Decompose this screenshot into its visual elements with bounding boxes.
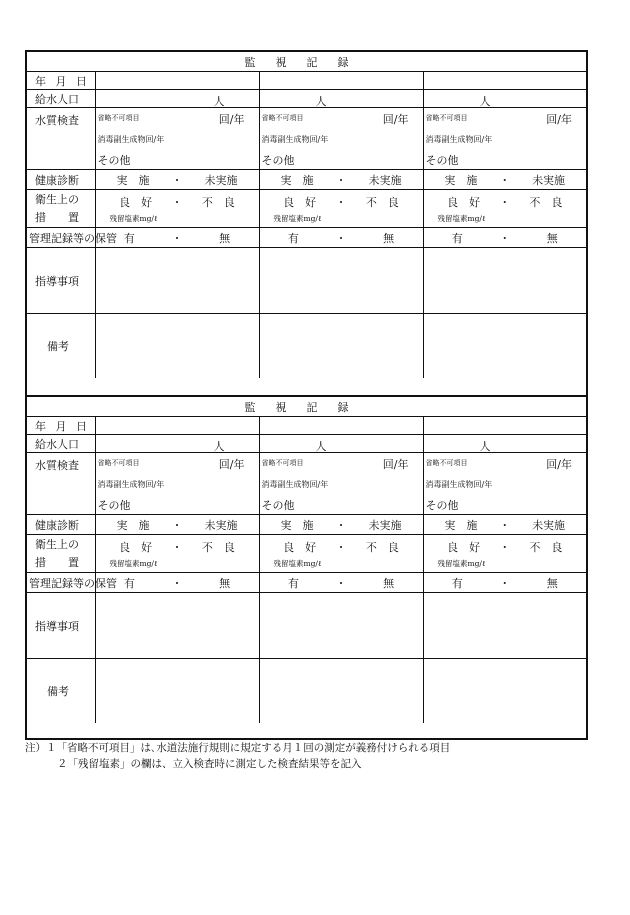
no-option: 無 — [219, 576, 231, 590]
remarks-cell[interactable] — [423, 659, 586, 723]
records-kept-label: 管理記録等の保管 — [27, 573, 95, 593]
records-kept-cell[interactable] — [95, 573, 259, 593]
person-unit: 人 — [213, 94, 225, 108]
per-year-text: 回/年 — [546, 457, 572, 471]
health-check-cell[interactable] — [423, 515, 586, 535]
yes-option: 有 — [287, 231, 299, 245]
disinfection-byproducts-text: 消毒副生成物回/年 — [261, 479, 329, 489]
mandatory-items-text: 省略不可項目 — [97, 458, 140, 467]
bad-option: 不 良 — [529, 540, 563, 554]
record-sheet — [25, 50, 588, 740]
residual-chlorine-text: 残留塩素mg/ℓ — [109, 213, 158, 223]
monitoring-record-section-1 — [27, 52, 586, 378]
separator-dot: ・ — [335, 540, 347, 554]
hygiene-label-line2: 措 置 — [35, 555, 79, 569]
water-quality-cell[interactable] — [423, 108, 586, 170]
water-quality-cell[interactable] — [423, 453, 586, 515]
separator-dot: ・ — [171, 518, 183, 532]
separator-dot: ・ — [335, 195, 347, 209]
population-label: 給水人口 — [27, 435, 95, 453]
other-text: その他 — [261, 498, 295, 512]
date-cell[interactable] — [259, 417, 423, 435]
separator-dot: ・ — [335, 518, 347, 532]
footnotes — [25, 740, 450, 772]
population-cell[interactable] — [95, 435, 259, 453]
date-label: 年 月 日 — [27, 72, 95, 90]
residual-chlorine-text: 残留塩素mg/ℓ — [437, 558, 486, 568]
per-year-text: 回/年 — [546, 112, 572, 126]
date-cell[interactable] — [95, 72, 259, 90]
population-cell[interactable] — [423, 90, 586, 108]
separator-dot: ・ — [499, 195, 511, 209]
hygiene-measures-cell[interactable] — [95, 535, 259, 573]
records-kept-label: 管理記録等の保管 — [27, 228, 95, 248]
residual-chlorine-text: 残留塩素mg/ℓ — [109, 558, 158, 568]
per-year-text: 回/年 — [382, 112, 409, 126]
bad-option: 不 良 — [365, 540, 399, 554]
guidance-cell[interactable] — [95, 593, 259, 659]
hygiene-label-line2: 措 置 — [35, 210, 79, 224]
good-option: 良 好 — [119, 195, 153, 209]
hygiene-label-line1: 衛生上の — [35, 192, 79, 206]
hygiene-measures-cell[interactable] — [423, 535, 586, 573]
date-cell[interactable] — [423, 417, 586, 435]
records-kept-cell[interactable] — [259, 228, 423, 248]
date-label: 年 月 日 — [27, 417, 95, 435]
other-text: その他 — [425, 498, 459, 512]
yes-option: 有 — [123, 576, 135, 590]
other-text: その他 — [425, 153, 459, 167]
done-option: 実 施 — [280, 173, 314, 187]
mandatory-items-text: 省略不可項目 — [261, 458, 304, 467]
health-check-cell[interactable] — [423, 170, 586, 190]
separator-dot: ・ — [171, 195, 183, 209]
health-check-cell[interactable] — [259, 170, 423, 190]
not-done-option: 未実施 — [532, 173, 566, 187]
record-title: 監視記録 — [27, 52, 586, 72]
remarks-cell[interactable] — [259, 314, 423, 378]
person-unit: 人 — [315, 94, 327, 108]
hygiene-measures-label — [27, 535, 95, 573]
separator-dot: ・ — [335, 576, 347, 590]
hygiene-label-line1: 衛生上の — [35, 537, 79, 551]
date-cell[interactable] — [423, 72, 586, 90]
no-option: 無 — [383, 231, 395, 245]
yes-option: 有 — [451, 231, 463, 245]
mandatory-items-text: 省略不可項目 — [425, 458, 468, 467]
good-option: 良 好 — [283, 540, 317, 554]
population-cell[interactable] — [423, 435, 586, 453]
date-cell[interactable] — [95, 417, 259, 435]
separator-dot: ・ — [499, 231, 511, 245]
disinfection-byproducts-text: 消毒副生成物回/年 — [261, 134, 329, 144]
mandatory-items-text: 省略不可項目 — [97, 113, 140, 122]
population-label: 給水人口 — [27, 90, 95, 108]
other-text: その他 — [97, 498, 131, 512]
hygiene-measures-label — [27, 190, 95, 228]
records-kept-cell[interactable] — [259, 573, 423, 593]
separator-dot: ・ — [171, 576, 183, 590]
person-unit: 人 — [479, 439, 491, 453]
water-quality-cell[interactable] — [95, 453, 259, 515]
not-done-option: 未実施 — [368, 173, 402, 187]
hygiene-measures-cell[interactable] — [95, 190, 259, 228]
guidance-cell[interactable] — [259, 593, 423, 659]
yes-option: 有 — [451, 576, 463, 590]
hygiene-measures-cell[interactable] — [259, 535, 423, 573]
population-cell[interactable] — [259, 90, 423, 108]
bad-option: 不 良 — [201, 540, 235, 554]
water-quality-label: 水質検査 — [27, 453, 95, 515]
per-year-text: 回/年 — [382, 457, 409, 471]
per-year-text: 回/年 — [218, 457, 245, 471]
done-option: 実 施 — [116, 173, 150, 187]
good-option: 良 好 — [283, 195, 317, 209]
remarks-cell[interactable] — [423, 314, 586, 378]
good-option: 良 好 — [447, 195, 481, 209]
separator-dot: ・ — [499, 576, 511, 590]
separator-dot: ・ — [335, 231, 347, 245]
separator-dot: ・ — [499, 540, 511, 554]
not-done-option: 未実施 — [368, 518, 402, 532]
done-option: 実 施 — [280, 518, 314, 532]
bad-option: 不 良 — [201, 195, 235, 209]
done-option: 実 施 — [116, 518, 150, 532]
done-option: 実 施 — [444, 518, 478, 532]
water-quality-cell[interactable] — [95, 108, 259, 170]
guidance-label: 指導事項 — [27, 248, 95, 314]
water-quality-cell[interactable] — [259, 453, 423, 515]
disinfection-byproducts-text: 消毒副生成物回/年 — [97, 134, 165, 144]
health-check-cell[interactable] — [95, 170, 259, 190]
disinfection-byproducts-text: 消毒副生成物回/年 — [97, 479, 165, 489]
health-check-cell[interactable] — [95, 515, 259, 535]
person-unit: 人 — [315, 439, 327, 453]
remarks-label: 備考 — [27, 659, 95, 723]
water-quality-label: 水質検査 — [27, 108, 95, 170]
yes-option: 有 — [123, 231, 135, 245]
mandatory-items-text: 省略不可項目 — [425, 113, 468, 122]
not-done-option: 未実施 — [532, 518, 566, 532]
footnote-2: ２「残留塩素」の欄は、立入検査時に測定した検査結果等を記入 — [57, 758, 362, 770]
remarks-cell[interactable] — [95, 314, 259, 378]
bad-option: 不 良 — [365, 195, 399, 209]
separator-dot: ・ — [171, 540, 183, 554]
footnote-1: 注）１「省略不可項目」は､水道法施行規則に規定する月１回の測定が義務付けられる項目 — [25, 742, 451, 754]
good-option: 良 好 — [119, 540, 153, 554]
water-quality-cell[interactable] — [259, 108, 423, 170]
records-kept-cell[interactable] — [423, 573, 586, 593]
remarks-cell[interactable] — [95, 659, 259, 723]
separator-dot: ・ — [499, 173, 511, 187]
disinfection-byproducts-text: 消毒副生成物回/年 — [425, 479, 493, 489]
guidance-cell[interactable] — [423, 593, 586, 659]
other-text: その他 — [97, 153, 131, 167]
not-done-option: 未実施 — [204, 518, 238, 532]
disinfection-byproducts-text: 消毒副生成物回/年 — [425, 134, 493, 144]
person-unit: 人 — [213, 439, 225, 453]
bad-option: 不 良 — [529, 195, 563, 209]
health-check-label: 健康診断 — [27, 515, 95, 535]
health-check-cell[interactable] — [259, 515, 423, 535]
yes-option: 有 — [287, 576, 299, 590]
guidance-label: 指導事項 — [27, 593, 95, 659]
other-text: その他 — [261, 153, 295, 167]
guidance-cell[interactable] — [423, 248, 586, 314]
records-kept-cell[interactable] — [95, 228, 259, 248]
no-option: 無 — [219, 231, 231, 245]
no-option: 無 — [546, 576, 558, 590]
separator-dot: ・ — [171, 173, 183, 187]
separator-dot: ・ — [335, 173, 347, 187]
residual-chlorine-text: 残留塩素mg/ℓ — [273, 558, 322, 568]
remarks-cell[interactable] — [259, 659, 423, 723]
health-check-label: 健康診断 — [27, 170, 95, 190]
records-kept-cell[interactable] — [423, 228, 586, 248]
remarks-label: 備考 — [27, 314, 95, 378]
no-option: 無 — [546, 231, 558, 245]
mandatory-items-text: 省略不可項目 — [261, 113, 304, 122]
population-cell[interactable] — [259, 435, 423, 453]
guidance-cell[interactable] — [95, 248, 259, 314]
hygiene-measures-cell[interactable] — [423, 190, 586, 228]
separator-dot: ・ — [499, 518, 511, 532]
guidance-cell[interactable] — [259, 248, 423, 314]
residual-chlorine-text: 残留塩素mg/ℓ — [273, 213, 322, 223]
good-option: 良 好 — [447, 540, 481, 554]
per-year-text: 回/年 — [218, 112, 245, 126]
no-option: 無 — [383, 576, 395, 590]
separator-dot: ・ — [171, 231, 183, 245]
record-title: 監視記録 — [27, 397, 586, 417]
date-cell[interactable] — [259, 72, 423, 90]
hygiene-measures-cell[interactable] — [259, 190, 423, 228]
not-done-option: 未実施 — [204, 173, 238, 187]
population-cell[interactable] — [95, 90, 259, 108]
monitoring-record-section-2 — [27, 395, 586, 723]
residual-chlorine-text: 残留塩素mg/ℓ — [437, 213, 486, 223]
person-unit: 人 — [479, 94, 491, 108]
done-option: 実 施 — [444, 173, 478, 187]
